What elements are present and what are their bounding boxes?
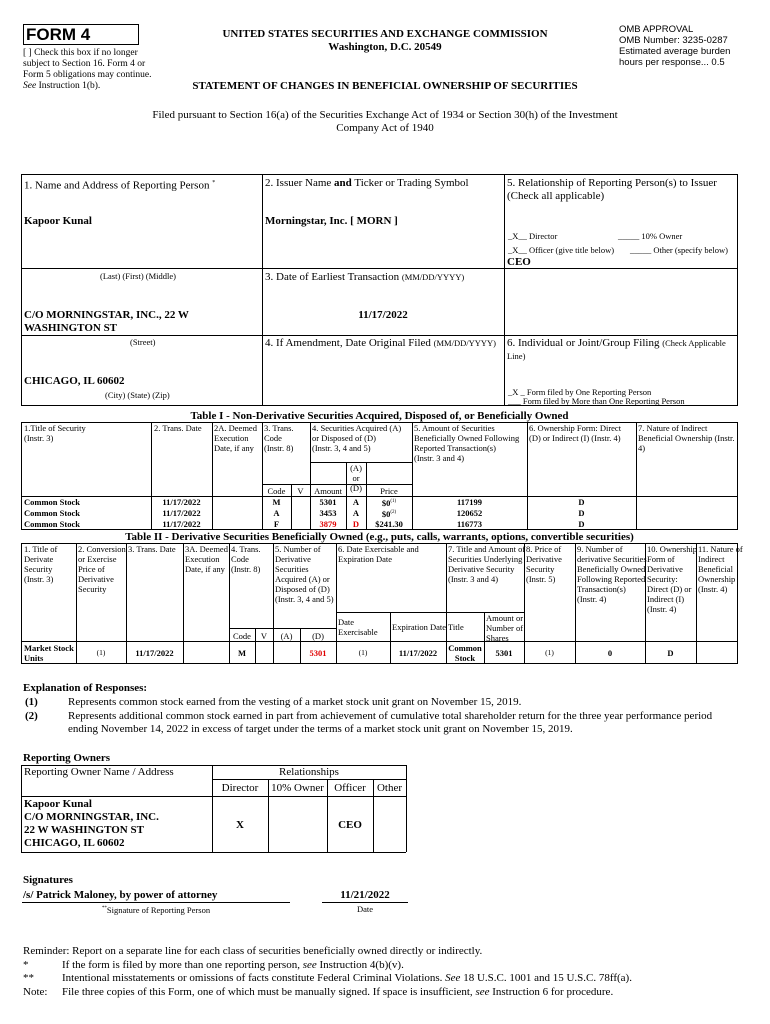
signature-signer: /s/ Patrick Maloney, by power of attorney: [23, 889, 218, 901]
t1-cell-form: D: [578, 508, 585, 518]
owners-header-other: Other: [376, 782, 403, 794]
filed-pursuant: Filed pursuant to Section 16(a) of the Securities Exchange Act of 1934 or Section 30(h) of the Investment Company Act of 1940: [152, 109, 618, 134]
t1-header-nature: 7. Nature of Indirect Beneficial Ownership (Instr. 4): [638, 423, 735, 453]
t2-header-owned: 9. Number of derivative Securities Beneficially Owned Following Reported Transaction(s) (Instr. 4): [577, 544, 647, 604]
explanation-mark: (1): [25, 696, 38, 708]
t1-cell-owned: 116773: [456, 519, 483, 529]
filing-more-persons: ___ Form filed by More than One Reporting Person: [508, 396, 685, 406]
t1-cell-footnote: (1): [390, 499, 397, 504]
t2-sub-d: (D): [312, 631, 324, 641]
checkbox-note: [ ] Check this box if no longer subject to Section 16. Form 4 or Form 5 obligations may continue. See Instruction 1(b).: [23, 48, 152, 91]
owners-header-name: Reporting Owner Name / Address: [24, 766, 174, 778]
owner-name-address: Kapoor Kunal C/O MORNINGSTAR, INC. 22 W WASHINGTON ST CHICAGO, IL 60602: [24, 798, 159, 849]
label-filing-type: 6. Individual or Joint/Group Filing (Check Applicable Line): [507, 337, 726, 361]
t1-cell-price: $241.30: [375, 519, 403, 529]
t2-header-date: 3. Trans. Date: [128, 544, 176, 554]
t2-header-conversion: 2. Conversion or Exercise Price of Derivative Security: [78, 544, 126, 594]
t2-row-underlying-amount: 5301: [495, 648, 513, 658]
owner-officer-title: CEO: [338, 819, 362, 831]
t2-sub-a: (A): [280, 631, 293, 641]
t2-header-deemed: 3A. Deemed Execution Date, if any: [185, 544, 228, 574]
t1-cell-date: 11/17/2022: [162, 497, 201, 507]
footer-note-mark: Note:: [23, 986, 48, 998]
t2-sub-amount: Amount or Number of Shares: [486, 613, 524, 643]
label-relationship: 5. Relationship of Reporting Person(s) to Issuer (Check all applicable): [507, 177, 717, 202]
t1-cell-amount: 3453: [319, 508, 337, 518]
footer-note-text: File three copies of this Form, one of which must be manually signed. If space is insufficient, see Instruction 6 for procedure.: [62, 986, 614, 998]
t2-sub-v: V: [260, 631, 268, 641]
t2-header-form: 10. Ownership Form of Derivative Security: Direct (D) or Indirect (I) (Instr. 4): [647, 544, 698, 614]
agency-name: UNITED STATES SECURITIES AND EXCHANGE COMMISSION: [222, 28, 548, 40]
t2-sub-expiration: Expiration Date: [392, 622, 447, 632]
t1-sub-v: V: [297, 486, 304, 496]
t1-cell-owned: 120652: [456, 508, 483, 518]
owners-header-officer: Officer: [334, 782, 366, 794]
signature-date-label: Date: [356, 904, 374, 914]
t1-cell-date: 11/17/2022: [162, 519, 201, 529]
t1-cell-date: 11/17/2022: [162, 508, 201, 518]
label-issuer-name: 2. Issuer Name and Ticker or Trading Symbol: [265, 177, 469, 189]
t1-cell-code: F: [273, 519, 280, 529]
t2-row-title: Market Stock Units: [24, 643, 74, 663]
reporting-person-name: Kapoor Kunal: [24, 215, 92, 227]
t2-sub-code: Code: [233, 631, 251, 641]
t1-cell-title: Common Stock: [24, 508, 80, 518]
t1-header-code: 3. Trans. Code (Instr. 8): [264, 423, 294, 453]
signature-date: 11/21/2022: [340, 889, 390, 901]
t1-cell-price: $0$^{(2)}$: [381, 508, 397, 519]
reporting-owners-title: Reporting Owners: [23, 752, 111, 764]
footer-reminder: Reminder: Report on a separate line for each class of securities beneficially owned directly or indirectly.: [23, 945, 483, 957]
t1-cell-a-or-d: A: [352, 497, 360, 507]
issuer-name: Morningstar, Inc. [ MORN ]: [265, 215, 398, 227]
explanation-text: Represents additional common stock earned in part from achievement of cumulative total shareholder return for the three year performance period ending November 14, 2022 in excess of target under the terms of a market stock unit grant on November 15, 2019.: [68, 710, 713, 735]
label-reporting-person: 1. Name and Address of Reporting Person *: [24, 179, 216, 192]
t1-header-title: 1.Title of Security (Instr. 3): [24, 423, 86, 443]
signature-label: **Signature of Reporting Person: [101, 904, 211, 915]
relationship-other: _____ Other (specify below): [630, 245, 728, 255]
table1-title: Table I - Non-Derivative Securities Acquired, Disposed of, or Beneficially Owned: [190, 410, 569, 422]
label-street: (Street): [130, 337, 156, 347]
t2-row-code: M: [237, 648, 247, 658]
t2-row-date: 11/17/2022: [135, 648, 174, 658]
t1-cell-amount: 3879: [319, 519, 337, 529]
reporting-address-line2: WASHINGTON ST: [24, 322, 118, 334]
t1-cell-code: A: [273, 508, 280, 518]
owners-header-director: Director: [221, 782, 259, 794]
t2-header-number: 5. Number of Derivative Securities Acquired (A) or Disposed of (D) (Instr. 3, 4 and 5): [275, 544, 334, 604]
t1-cell-form: D: [578, 497, 585, 507]
agency-city: Washington, D.C. 20549: [328, 41, 442, 53]
footer-star-text: If the form is filed by more than one reporting person, see Instruction 4(b)(v).: [62, 959, 404, 971]
t2-row-conversion: (1): [96, 648, 106, 657]
t2-row-disposed: 5301: [309, 648, 327, 658]
form-title: FORM 4: [23, 24, 139, 45]
t1-cell-price: $0$^{(1)}$: [381, 497, 397, 508]
t1-cell-title: Common Stock: [24, 519, 80, 529]
t1-cell-amount: 5301: [319, 497, 337, 507]
t1-header-date: 2. Trans. Date: [154, 423, 202, 433]
t2-header-nature: 11. Nature of Indirect Beneficial Ownership (Instr. 4): [698, 544, 743, 594]
relationship-director: _X__ Director: [508, 231, 558, 241]
explanation-text: Represents common stock earned from the vesting of a market stock unit grant on November 15, 2019.: [68, 696, 522, 708]
t1-header-form: 6. Ownership Form: Direct (D) or Indirect (I) (Instr. 4): [529, 423, 622, 443]
owners-header-ten-owner: 10% Owner: [271, 782, 324, 794]
relationship-ten-owner: _____ 10% Owner: [618, 231, 683, 241]
t2-header-price: 8. Price of Derivative Security (Instr. 5): [526, 544, 562, 584]
explanation-mark: (2): [25, 710, 38, 722]
t2-row-expiration: 11/17/2022: [398, 648, 438, 658]
label-amendment-date: 4. If Amendment, Date Original Filed (MM/DD/YYYY): [265, 337, 496, 349]
footer-star-mark: *: [23, 959, 29, 971]
earliest-transaction-date: 11/17/2022: [358, 309, 408, 321]
t2-header-title: 1. Title of Derivate Security (Instr. 3): [24, 544, 58, 584]
t2-header-underlying: 7. Title and Amount of Securities Underlying Derivative Security (Instr. 3 and 4): [448, 544, 526, 584]
t1-cell-code: M: [272, 497, 281, 507]
t1-header-deemed: 2A. Deemed Execution Date, if any: [214, 423, 257, 453]
reporting-address-line1: C/O MORNINGSTAR, INC., 22 W: [24, 309, 189, 321]
t1-header-owned: 5. Amount of Securities Beneficially Owned Following Reported Transaction(s) (Instr. 3 and 4): [414, 423, 520, 463]
owner-director-mark: X: [236, 819, 244, 831]
t2-sub-exercisable: Date Exercisable: [338, 617, 378, 637]
t2-row-underlying-title: Common Stock: [448, 643, 482, 663]
t2-header-code: 4. Trans. Code (Instr. 8): [231, 544, 261, 574]
t2-row-form: D: [667, 648, 674, 658]
label-last-first-middle: (Last) (First) (Middle): [100, 271, 177, 281]
t1-header-acquired: 4. Securities Acquired (A) or Disposed of (D) (Instr. 3, 4 and 5): [312, 423, 402, 453]
relationship-officer: _X__ Officer (give title below): [508, 245, 615, 255]
t1-cell-a-or-d: D: [352, 519, 360, 529]
t1-cell-title: Common Stock: [24, 497, 80, 507]
owners-header-relationships: Relationships: [279, 766, 339, 778]
t2-row-exercisable: (1): [358, 648, 368, 657]
omb-approval: OMB APPROVAL OMB Number: 3235-0287 Estimated average burden hours per response... 0.5: [619, 24, 731, 68]
t2-row-price: (1): [545, 648, 554, 657]
footer-dstar-text: Intentional misstatements or omissions of facts constitute Federal Criminal Violations. See 18 U.S.C. 1001 and 15 U.S.C. 78ff(a).: [62, 972, 632, 984]
t2-row-owned: 0: [607, 648, 613, 658]
label-earliest-date: 3. Date of Earliest Transaction (MM/DD/YYYY): [265, 271, 465, 283]
t1-cell-form: D: [578, 519, 585, 529]
t1-sub-amount: Amount: [314, 486, 342, 496]
t1-cell-a-or-d: A: [352, 508, 360, 518]
t1-sub-a-or-d: (A) or (D): [350, 463, 362, 493]
t1-cell-owned: 117199: [456, 497, 483, 507]
statement-title: STATEMENT OF CHANGES IN BENEFICIAL OWNERSHIP OF SECURITIES: [192, 80, 578, 92]
t1-cell-footnote: (2): [390, 510, 397, 515]
officer-title: CEO: [507, 256, 531, 268]
filing-one-person: _X _ Form filed by One Reporting Person: [508, 387, 652, 397]
t2-header-exercisable: 6. Date Exercisable and Expiration Date: [338, 544, 419, 564]
t2-sub-title: Title: [448, 622, 464, 632]
explanation-title: Explanation of Responses:: [23, 682, 148, 694]
table2-title: Table II - Derivative Securities Beneficially Owned (e.g., puts, calls, warrants, options, convertible securities): [125, 531, 634, 543]
t1-sub-price: Price: [380, 486, 398, 496]
t1-sub-code: Code: [267, 486, 286, 496]
signatures-title: Signatures: [23, 874, 73, 886]
reporting-city-state: CHICAGO, IL 60602: [24, 375, 125, 387]
footer-dstar-mark: **: [23, 972, 34, 984]
label-city-state-zip: (City) (State) (Zip): [105, 390, 170, 400]
